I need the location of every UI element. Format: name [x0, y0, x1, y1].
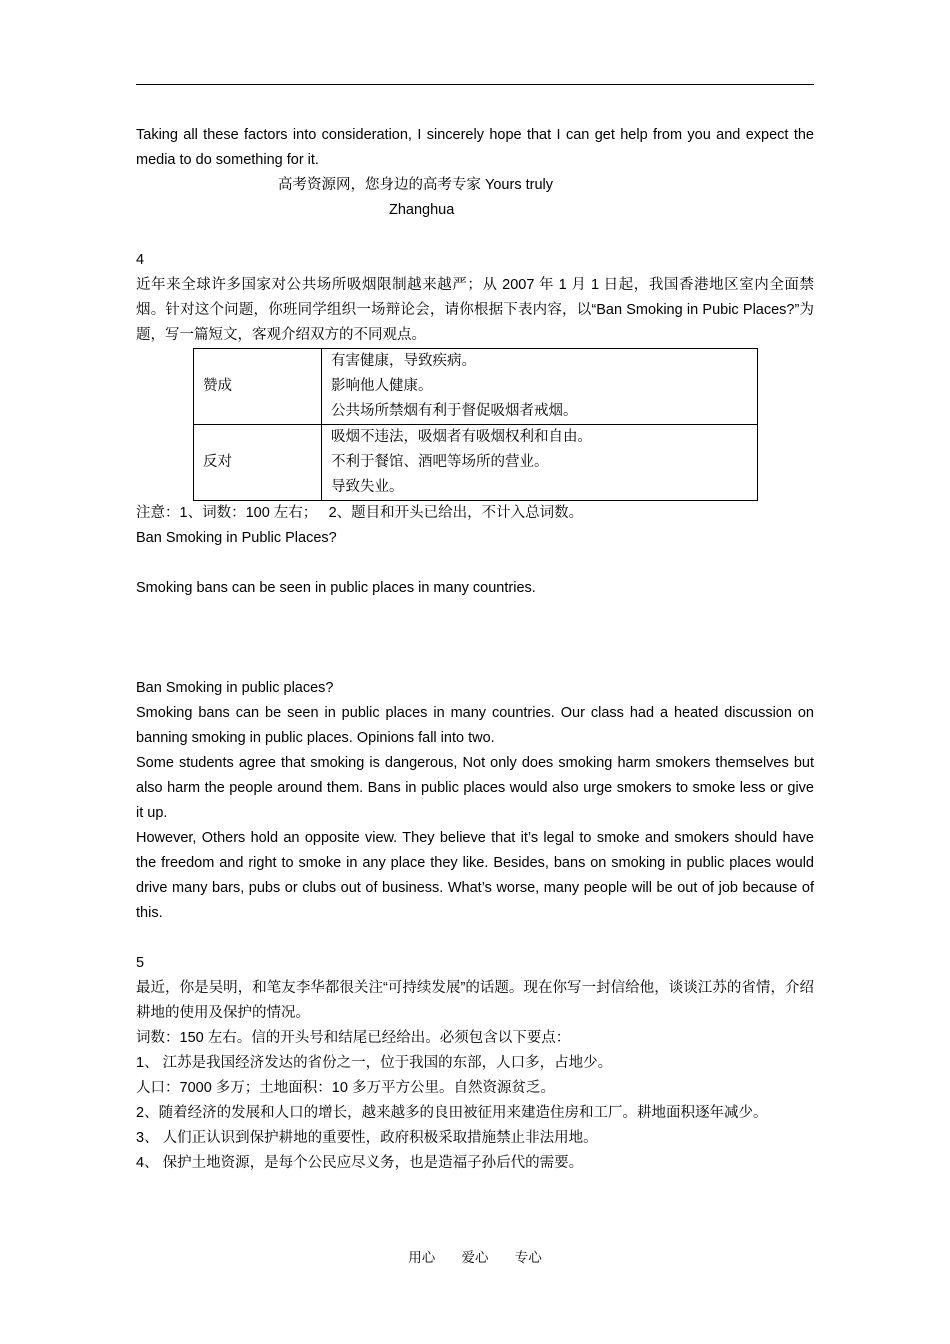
side-label: 反对	[194, 425, 322, 501]
side-label: 赞成	[194, 349, 322, 425]
table-row	[194, 425, 758, 501]
section-5-point: 人口：7000 多万；土地面积：10 多万平方公里。自然资源贫乏。	[136, 1080, 555, 1096]
section-5-requirements: 词数：150 左右。信的开头号和结尾已经给出。必须包含以下要点：	[136, 1030, 571, 1046]
side-points	[322, 349, 758, 425]
section-4-number: 4	[136, 252, 145, 268]
section-4-prompt: 近年来全球许多国家对公共场所吸烟限制越来越严；从 2007 年 1 月 1 日起，我国香港地区室内全面禁烟。针对这个问题，你班同学组织一场辩论会，请你根据下表内容，以“Ban Smoking in Pubic Places?”为题，写一篇短文，客观介绍双方的不同观点。	[136, 277, 814, 343]
point-item: 有害健康，导致疾病。	[331, 353, 476, 369]
model-essay-paragraph: Some students agree that smoking is dangerous, Not only does smoking harm smokers themselves but also harm the people around them. Bans in public places would also urge smokers to smoke less or give it up.	[136, 755, 814, 821]
section-5-number: 5	[136, 955, 145, 971]
document-body	[136, 123, 814, 1176]
letter-signature: Zhanghua	[389, 202, 455, 218]
point-item: 吸烟不违法，吸烟者有吸烟权利和自由。	[331, 429, 592, 445]
model-essay-paragraph: However, Others hold an opposite view. They believe that it’s legal to smoke and smokers should have the freedom and right to smoke in any place they like. Besides, bans on smoking in public places would drive many bars, pubs or clubs out of business. What’s worse, many people will be out of job because of this.	[136, 830, 814, 921]
letter-closing-paragraph: Taking all these factors into consideration, I sincerely hope that I can get help from you and expect the media to do something for it.	[136, 127, 814, 168]
given-title: Ban Smoking in Public Places?	[136, 530, 337, 546]
footer-word: 用心	[408, 1250, 436, 1266]
footer-word: 爱心	[461, 1250, 489, 1266]
header-rule	[136, 84, 814, 85]
side-points	[322, 425, 758, 501]
section-5-point: 4、 保护土地资源，是每个公民应尽义务，也是造福子孙后代的需要。	[136, 1155, 584, 1171]
point-item: 不利于餐馆、酒吧等场所的营业。	[331, 454, 549, 470]
section-5-prompt: 最近，你是吴明，和笔友李华都很关注“可持续发展”的话题。现在你写一封信给他，谈谈江苏的省情，介绍耕地的使用及保护的情况。	[136, 980, 814, 1021]
letter-closing-line: 高考资源网，您身边的高考专家 Yours truly	[278, 177, 553, 193]
model-essay-title: Ban Smoking in public places?	[136, 680, 334, 696]
section-5-point: 2、随着经济的发展和人口的增长，越来越多的良田被征用来建造住房和工厂。耕地面积逐年减少。	[136, 1105, 768, 1121]
section-5-point: 1、 江苏是我国经济发达的省份之一，位于我国的东部，人口多，占地少。	[136, 1055, 613, 1071]
opinions-table	[193, 348, 758, 501]
page-footer	[0, 1246, 950, 1266]
point-item: 影响他人健康。	[331, 378, 433, 394]
section-4-note: 注意：1、词数：100 左右； 2、题目和开头已给出，不计入总词数。	[136, 505, 584, 521]
given-opening: Smoking bans can be seen in public places in many countries.	[136, 580, 536, 596]
point-item: 公共场所禁烟有利于督促吸烟者戒烟。	[331, 403, 578, 419]
section-5-point: 3、 人们正认识到保护耕地的重要性，政府积极采取措施禁止非法用地。	[136, 1130, 598, 1146]
footer-word: 专心	[514, 1250, 542, 1266]
model-essay-paragraph: Smoking bans can be seen in public places in many countries. Our class had a heated discussion on banning smoking in public places. Opinions fall into two.	[136, 705, 814, 746]
point-item: 导致失业。	[331, 479, 404, 495]
table-row	[194, 349, 758, 425]
